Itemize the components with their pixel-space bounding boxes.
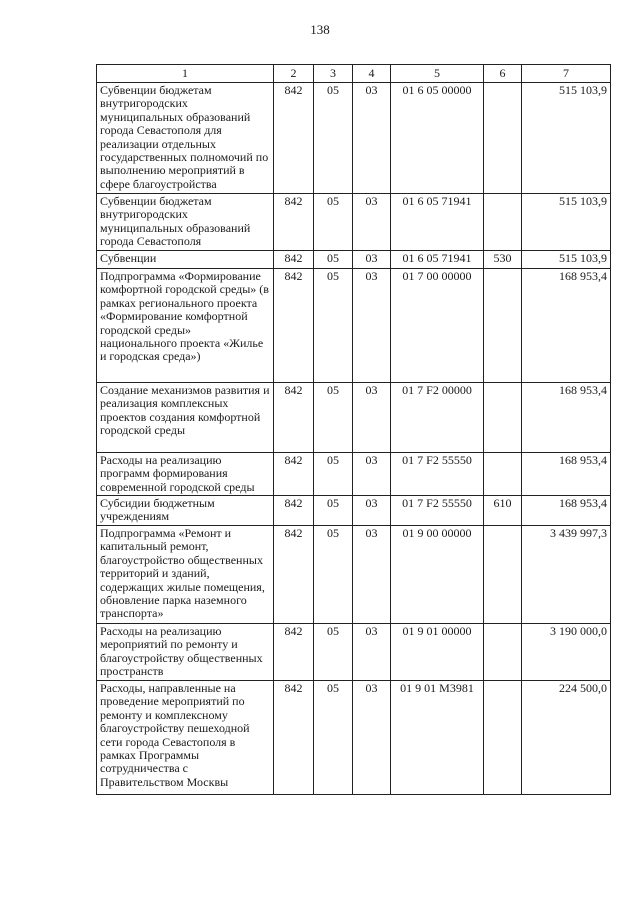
subsection-code-cell: 03	[353, 269, 391, 383]
table-row	[97, 83, 611, 194]
table-row	[97, 681, 611, 795]
target-article-cell: 01 6 05 00000	[391, 83, 484, 194]
amount-cell: 515 103,9	[522, 194, 611, 251]
section-code-cell: 05	[314, 251, 353, 269]
column-header: 5	[391, 65, 484, 83]
column-header: 4	[353, 65, 391, 83]
target-article-cell: 01 6 05 71941	[391, 251, 484, 269]
target-article-cell: 01 7 00 00000	[391, 269, 484, 383]
ministry-code-cell: 842	[274, 681, 314, 795]
expense-type-cell: 530	[484, 251, 522, 269]
ministry-code-cell: 842	[274, 624, 314, 681]
expense-type-cell	[484, 453, 522, 496]
expense-name-cell: Субвенции бюджетам внутригородских муниципальных образований города Севастополя для реализации отдельных государственных полномочий по выполнению мероприятий в сфере благоустройства	[97, 83, 274, 194]
expense-name-cell: Расходы на реализацию мероприятий по ремонту и благоустройству общественных пространств	[97, 624, 274, 681]
amount-cell: 168 953,4	[522, 269, 611, 383]
table-row	[97, 194, 611, 251]
table-row	[97, 624, 611, 681]
target-article-cell: 01 7 F2 55550	[391, 496, 484, 526]
expense-type-cell	[484, 269, 522, 383]
amount-cell: 168 953,4	[522, 496, 611, 526]
table-row	[97, 496, 611, 526]
section-code-cell: 05	[314, 194, 353, 251]
table-row	[97, 383, 611, 453]
table-row	[97, 453, 611, 496]
column-header: 7	[522, 65, 611, 83]
expense-name-cell: Подпрограмма «Ремонт и капитальный ремонт, благоустройство общественных территорий и зданий, содержащих жилые помещения, обновление парка наземного транспорта»	[97, 526, 274, 624]
subsection-code-cell: 03	[353, 83, 391, 194]
target-article-cell: 01 7 F2 55550	[391, 453, 484, 496]
expense-name-cell: Расходы на реализацию программ формирования современной городской среды	[97, 453, 274, 496]
target-article-cell: 01 9 01 М3981	[391, 681, 484, 795]
section-code-cell: 05	[314, 526, 353, 624]
expense-type-cell: 610	[484, 496, 522, 526]
expense-name-cell: Расходы, направленные на проведение мероприятий по ремонту и комплексному благоустройству пешеходной сети города Севастополя в рамках Программы сотрудничества с Правительством Москвы	[97, 681, 274, 795]
amount-cell: 3 439 997,3	[522, 526, 611, 624]
expense-name-cell: Субвенции	[97, 251, 274, 269]
amount-cell: 168 953,4	[522, 453, 611, 496]
expense-type-cell	[484, 526, 522, 624]
section-code-cell: 05	[314, 269, 353, 383]
ministry-code-cell: 842	[274, 496, 314, 526]
section-code-cell: 05	[314, 496, 353, 526]
subsection-code-cell: 03	[353, 383, 391, 453]
expense-type-cell	[484, 83, 522, 194]
table-row	[97, 269, 611, 383]
expense-name-cell: Создание механизмов развития и реализация комплексных проектов создания комфортной городской среды	[97, 383, 274, 453]
section-code-cell: 05	[314, 681, 353, 795]
column-header: 3	[314, 65, 353, 83]
expense-type-cell	[484, 194, 522, 251]
expense-type-cell	[484, 624, 522, 681]
expense-name-cell: Субвенции бюджетам внутригородских муниципальных образований города Севастополя	[97, 194, 274, 251]
amount-cell: 3 190 000,0	[522, 624, 611, 681]
amount-cell: 168 953,4	[522, 383, 611, 453]
expense-name-cell: Субсидии бюджетным учреждениям	[97, 496, 274, 526]
target-article-cell: 01 7 F2 00000	[391, 383, 484, 453]
ministry-code-cell: 842	[274, 453, 314, 496]
table-header-row	[97, 65, 611, 83]
section-code-cell: 05	[314, 383, 353, 453]
expense-type-cell	[484, 681, 522, 795]
subsection-code-cell: 03	[353, 624, 391, 681]
target-article-cell: 01 9 00 00000	[391, 526, 484, 624]
subsection-code-cell: 03	[353, 526, 391, 624]
subsection-code-cell: 03	[353, 194, 391, 251]
column-header: 2	[274, 65, 314, 83]
section-code-cell: 05	[314, 453, 353, 496]
subsection-code-cell: 03	[353, 496, 391, 526]
section-code-cell: 05	[314, 83, 353, 194]
amount-cell: 224 500,0	[522, 681, 611, 795]
expense-type-cell	[484, 383, 522, 453]
ministry-code-cell: 842	[274, 251, 314, 269]
subsection-code-cell: 03	[353, 251, 391, 269]
column-header: 1	[97, 65, 274, 83]
ministry-code-cell: 842	[274, 269, 314, 383]
budget-table	[96, 64, 611, 795]
target-article-cell: 01 9 01 00000	[391, 624, 484, 681]
ministry-code-cell: 842	[274, 83, 314, 194]
ministry-code-cell: 842	[274, 383, 314, 453]
expense-name-cell: Подпрограмма «Формирование комфортной городской среды» (в рамках регионального проекта «Формирование комфортной городской среды» национального проекта «Жилье и городская среда»)	[97, 269, 274, 383]
ministry-code-cell: 842	[274, 194, 314, 251]
ministry-code-cell: 842	[274, 526, 314, 624]
amount-cell: 515 103,9	[522, 251, 611, 269]
amount-cell: 515 103,9	[522, 83, 611, 194]
subsection-code-cell: 03	[353, 453, 391, 496]
subsection-code-cell: 03	[353, 681, 391, 795]
section-code-cell: 05	[314, 624, 353, 681]
table-row	[97, 251, 611, 269]
target-article-cell: 01 6 05 71941	[391, 194, 484, 251]
table-row	[97, 526, 611, 624]
column-header: 6	[484, 65, 522, 83]
page-number: 138	[310, 22, 330, 37]
